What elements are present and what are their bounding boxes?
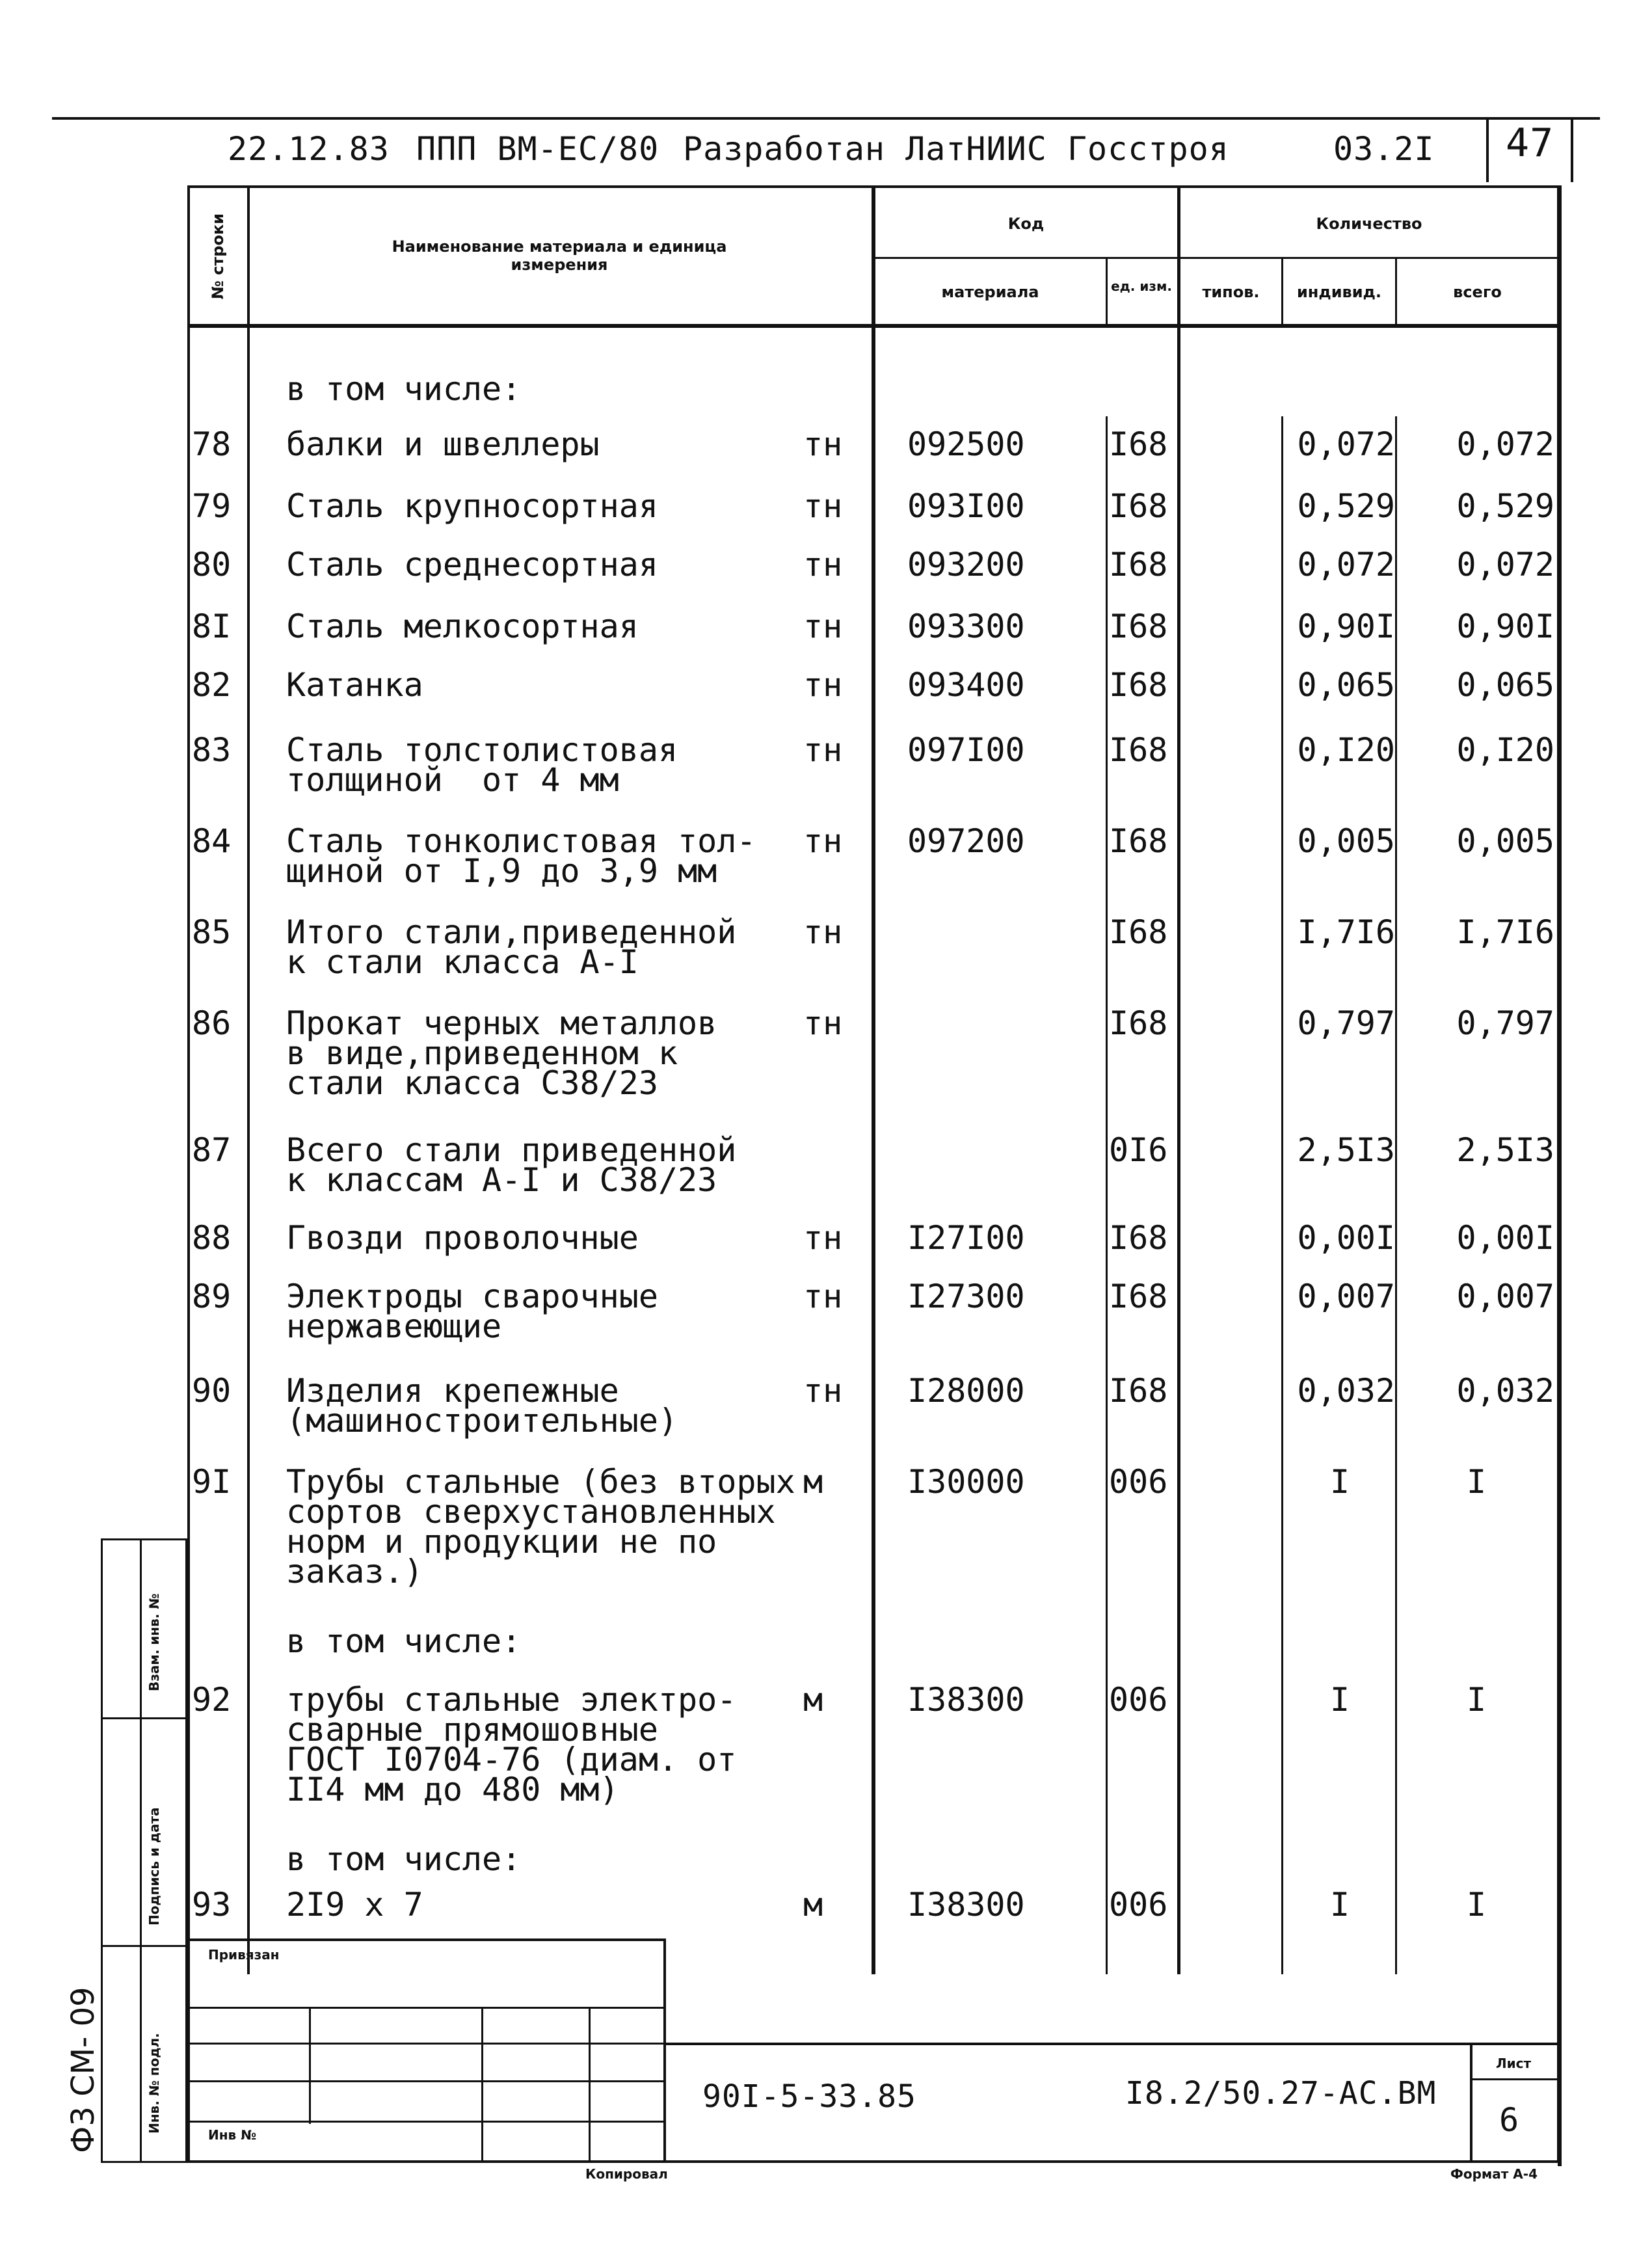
inv-no-label: Инв № [208, 2127, 257, 2143]
row-unit: м [803, 1886, 823, 1924]
side-podpis: Подпись и дата [146, 1807, 162, 1925]
copied-label: Копировал [585, 2166, 668, 2182]
row-individual: 0,90I [1297, 608, 1395, 645]
row-material-code: 093300 [907, 608, 1025, 645]
row-total: 0,I20 [1456, 731, 1554, 769]
doc-code: 90I-5-33.85 [702, 2078, 916, 2115]
row-total: 0,032 [1456, 1372, 1554, 1410]
privyazan-label: Привязан [208, 1947, 280, 1963]
row-material-code: 093200 [907, 546, 1025, 584]
page-number: 47 [1506, 120, 1554, 166]
row-name: Сталь крупносортная [286, 487, 658, 525]
row-unit-code: 006 [1109, 1463, 1168, 1501]
row-name: в том числе: [286, 370, 522, 408]
row-unit: тн [803, 1219, 843, 1257]
row-individual: 0,00I [1297, 1219, 1395, 1257]
row-unit-code: I68 [1109, 913, 1168, 951]
row-individual: 0,072 [1297, 546, 1395, 584]
row-total: 0,072 [1456, 546, 1554, 584]
row-name: Итого стали,приведенной к стали класса А-I [286, 913, 737, 981]
row-name: Изделия крепежные (машиностроительные) [286, 1372, 678, 1440]
header-developer: Разработан ЛатНИИС Госстроя [683, 130, 1229, 168]
row-individual: 0,005 [1297, 822, 1395, 860]
row-individual: 2,5I3 [1297, 1131, 1395, 1169]
row-unit-code: I68 [1109, 487, 1168, 525]
row-number: 78 [192, 425, 232, 463]
format-label: Формат А-4 [1450, 2166, 1538, 2182]
row-total: I [1466, 1681, 1487, 1719]
col-name: Наименование материала и единица измерения [392, 237, 727, 274]
col-individual: индивид. [1296, 283, 1382, 301]
row-unit: тн [803, 1004, 843, 1042]
row-total: 0,797 [1456, 1004, 1554, 1042]
row-name: Всего стали приведенной к классам А-I и С38/23 [286, 1131, 737, 1199]
row-unit: тн [803, 425, 843, 463]
row-individual: 0,065 [1297, 666, 1395, 704]
row-number: 85 [192, 913, 232, 951]
sheet-number: 6 [1499, 2101, 1520, 2139]
row-material-code: I27I00 [907, 1219, 1025, 1257]
row-individual: I [1329, 1463, 1350, 1501]
row-total: 2,5I3 [1456, 1131, 1554, 1169]
row-total: 0,529 [1456, 487, 1554, 525]
row-name: 2I9 х 7 [286, 1886, 423, 1924]
row-number: 90 [192, 1372, 232, 1410]
row-name: Гвозди проволочные [286, 1219, 639, 1257]
row-number: 88 [192, 1219, 232, 1257]
row-material-code: I38300 [907, 1681, 1025, 1719]
row-total: I,7I6 [1456, 913, 1554, 951]
header-code: 03.2I [1333, 130, 1435, 168]
col-code: Код [1007, 215, 1045, 233]
row-unit-code: I68 [1109, 546, 1168, 584]
row-unit-code: I68 [1109, 822, 1168, 860]
row-material-code: 093400 [907, 666, 1025, 704]
side-inv-podl: Инв. № подл. [146, 2033, 162, 2134]
col-material: материала [941, 283, 1039, 301]
row-total: 0,065 [1456, 666, 1554, 704]
row-unit: тн [803, 1278, 843, 1315]
row-individual: 0,072 [1297, 425, 1395, 463]
row-material-code: 093I00 [907, 487, 1025, 525]
col-quantity: Количество [1316, 215, 1422, 233]
row-individual: 0,529 [1297, 487, 1395, 525]
row-unit: тн [803, 546, 843, 584]
row-unit: тн [803, 913, 843, 951]
row-unit-code: 006 [1109, 1681, 1168, 1719]
row-number: 83 [192, 731, 232, 769]
row-unit: тн [803, 731, 843, 769]
row-material-code: 097200 [907, 822, 1025, 860]
sheet-label: Лист [1496, 2056, 1532, 2071]
row-name: в том числе: [286, 1840, 522, 1878]
row-number: 82 [192, 666, 232, 704]
row-unit: тн [803, 487, 843, 525]
row-unit-code: I68 [1109, 1004, 1168, 1042]
col-row-no: № строки [209, 213, 227, 300]
row-material-code: 092500 [907, 425, 1025, 463]
row-total: 0,007 [1456, 1278, 1554, 1315]
row-unit: м [803, 1463, 823, 1501]
row-individual: I [1329, 1886, 1350, 1924]
row-individual: 0,797 [1297, 1004, 1395, 1042]
row-material-code: 097I00 [907, 731, 1025, 769]
row-name: Сталь тонколистовая тол- щиной от I,9 до 3,9 мм [286, 822, 756, 890]
row-total: I [1466, 1886, 1487, 1924]
row-name: Электроды сварочные нержавеющие [286, 1278, 658, 1345]
row-individual: 0,I20 [1297, 731, 1395, 769]
row-unit: м [803, 1681, 823, 1719]
row-total: 0,005 [1456, 822, 1554, 860]
row-name: трубы стальные электро- сварные прямошовные ГОСТ I0704-76 (диам. от II4 мм до 480 мм) [286, 1681, 737, 1808]
row-name: Прокат черных металлов в виде,приведенном к стали класса С38/23 [286, 1004, 717, 1102]
row-name: Сталь мелкосортная [286, 608, 639, 645]
row-unit-code: I68 [1109, 1219, 1168, 1257]
top-rule [52, 117, 1600, 120]
row-individual: I,7I6 [1297, 913, 1395, 951]
row-unit: тн [803, 666, 843, 704]
row-number: 8I [192, 608, 232, 645]
row-number: 93 [192, 1886, 232, 1924]
row-number: 89 [192, 1278, 232, 1315]
row-individual: I [1329, 1681, 1350, 1719]
row-unit-code: 0I6 [1109, 1131, 1168, 1169]
row-unit: тн [803, 1372, 843, 1410]
row-unit-code: I68 [1109, 731, 1168, 769]
row-name: Сталь толстолистовая толщиной от 4 мм [286, 731, 678, 799]
row-name: Сталь среднесортная [286, 546, 658, 584]
row-material-code: I28000 [907, 1372, 1025, 1410]
row-total: 0,072 [1456, 425, 1554, 463]
row-total: 0,90I [1456, 608, 1554, 645]
row-unit-code: I68 [1109, 1278, 1168, 1315]
row-name: в том числе: [286, 1622, 522, 1660]
row-number: 84 [192, 822, 232, 860]
side-series: Ф3 СМ- 09 [65, 1987, 101, 2153]
col-unit: ед. изм. [1111, 278, 1172, 294]
header-org: ППП ВМ-ЕС/80 [416, 130, 659, 168]
row-unit-code: 006 [1109, 1886, 1168, 1924]
row-total: 0,00I [1456, 1219, 1554, 1257]
row-unit: тн [803, 822, 843, 860]
row-number: 92 [192, 1681, 232, 1719]
side-vzam: Взам. инв. № [146, 1593, 162, 1691]
header-date: 22.12.83 [228, 130, 390, 168]
row-individual: 0,032 [1297, 1372, 1395, 1410]
row-total: I [1466, 1463, 1487, 1501]
row-number: 9I [192, 1463, 232, 1501]
row-unit: тн [803, 608, 843, 645]
row-number: 86 [192, 1004, 232, 1042]
row-material-code: I27300 [907, 1278, 1025, 1315]
row-number: 79 [192, 487, 232, 525]
row-unit-code: I68 [1109, 608, 1168, 645]
row-individual: 0,007 [1297, 1278, 1395, 1315]
col-typical: типов. [1202, 283, 1260, 301]
row-name: Катанка [286, 666, 423, 704]
col-total: всего [1453, 283, 1502, 301]
row-name: балки и швеллеры [286, 425, 600, 463]
row-name: Трубы стальные (без вторых сортов сверхустановленных норм и продукции не по заказ.) [286, 1463, 795, 1590]
row-number: 87 [192, 1131, 232, 1169]
row-unit-code: I68 [1109, 666, 1168, 704]
row-unit-code: I68 [1109, 425, 1168, 463]
doc-mark: I8.2/50.27-АС.ВМ [1125, 2075, 1437, 2112]
row-number: 80 [192, 546, 232, 584]
row-unit-code: I68 [1109, 1372, 1168, 1410]
row-material-code: I30000 [907, 1463, 1025, 1501]
row-material-code: I38300 [907, 1886, 1025, 1924]
